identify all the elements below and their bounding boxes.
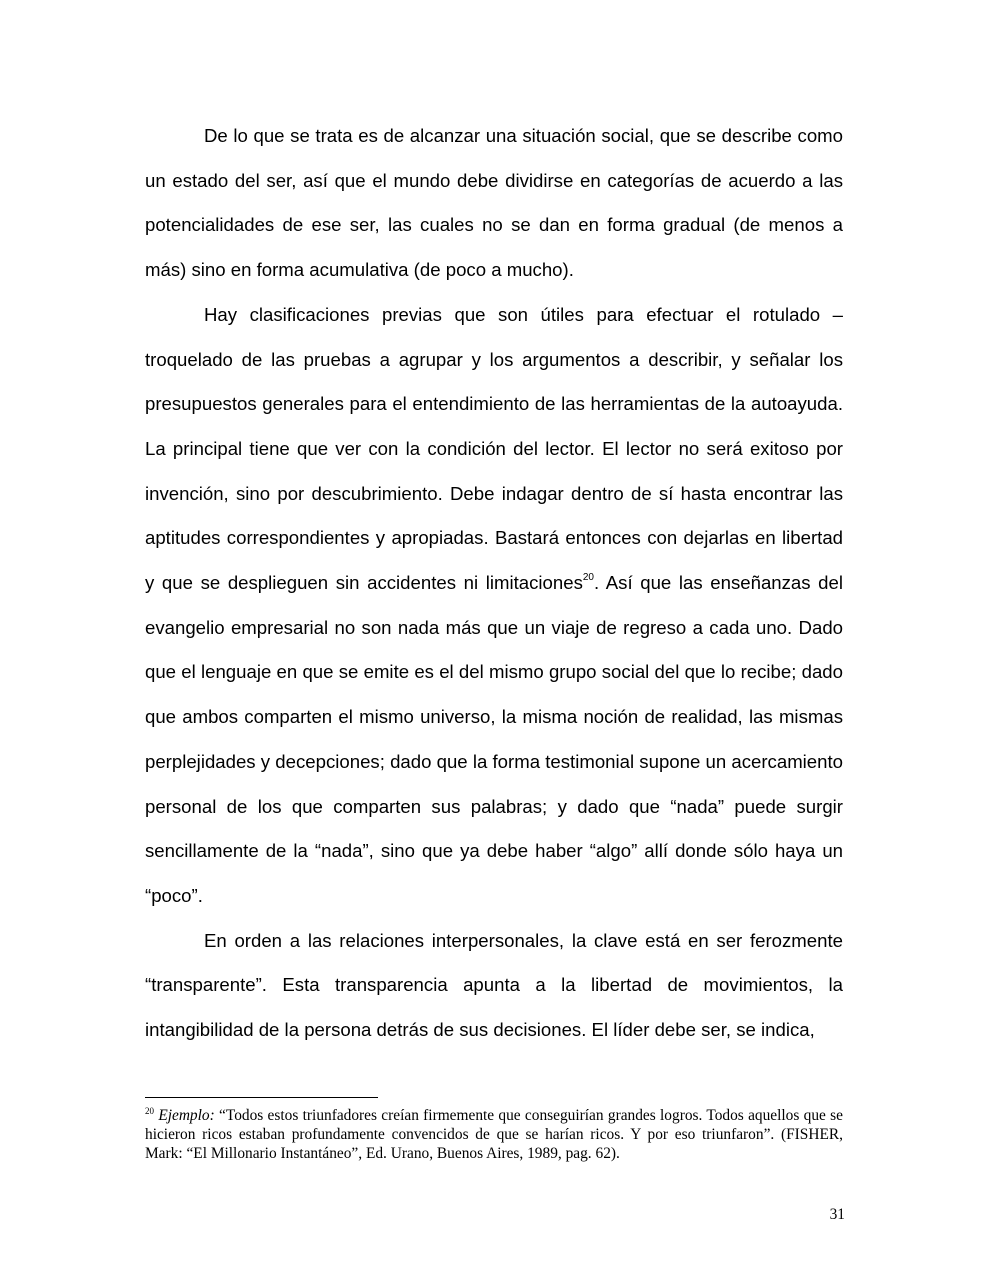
paragraph-2-text-end: . Así que las enseñanzas del evangelio empresarial no son nada más que un viaje de regreso a cada uno. Dado que el lenguaje en que se emite es el del mismo grupo social del que lo recibe; dado que ambos comparten el mismo universo, la misma noción de realidad, las mismas perplejidades y decepciones; dado que la forma testimonial supone un acercamiento personal de los que comparten sus palabras; y dado que “nada” puede surgir sencillamente de la “nada”, sino que ya debe haber “algo” allí donde sólo haya un “poco”. bbox=[145, 572, 843, 906]
footnote-text: “Todos estos triunfadores creían firmemente que conseguirían grandes logros. Todos aquellos que se hicieron ricos estaban profundamente convencidos de que se harían ricos. Y por eso triunfaron”. (FISHER, Mark: “El Millonario Instantáneo”, Ed. Urano, Buenos Aires, 1989, pag. 62). bbox=[145, 1107, 843, 1162]
paragraph-2-text-start: Hay clasificaciones previas que son útiles para efectuar el rotulado – troquelado de las pruebas a agrupar y los argumentos a describir, y señalar los presupuestos generales para el entendimiento de las herramientas de la autoayuda. La principal tiene que ver con la condición del lector. El lector no será exitoso por invención, sino por descubrimiento. Debe indagar dentro de sí hasta encontrar las aptitudes correspondientes y apropiadas. Bastará entonces con dejarlas en libertad y que se desplieguen sin accidentes ni limitaciones bbox=[145, 303, 843, 594]
footnote-label: Ejemplo: bbox=[158, 1107, 215, 1124]
paragraph-3: En orden a las relaciones interpersonales, la clave está en ser ferozmente “transparente”. Esta transparencia apunta a la libertad de movimientos, la intangibilidad de la persona detrás de sus decisiones. El líder debe ser, se indica, bbox=[145, 929, 843, 1041]
paragraph-1: De lo que se trata es de alcanzar una situación social, que se describe como un estado del ser, así que el mundo debe dividirse en categorías de acuerdo a las potencialidades de ese ser, las cuales no se dan en forma gradual (de menos a más) sino en forma acumulativa (de poco a mucho). bbox=[145, 125, 843, 281]
footnote-body bbox=[145, 1106, 843, 1163]
main-text bbox=[145, 114, 843, 1053]
paragraph-2 bbox=[145, 293, 843, 919]
page-number: 31 bbox=[829, 1206, 845, 1223]
footnote bbox=[145, 1106, 843, 1163]
footnote-reference[interactable]: 20 bbox=[582, 571, 594, 583]
footnote-number: 20 bbox=[145, 1105, 154, 1116]
footnote-separator bbox=[145, 1097, 378, 1098]
